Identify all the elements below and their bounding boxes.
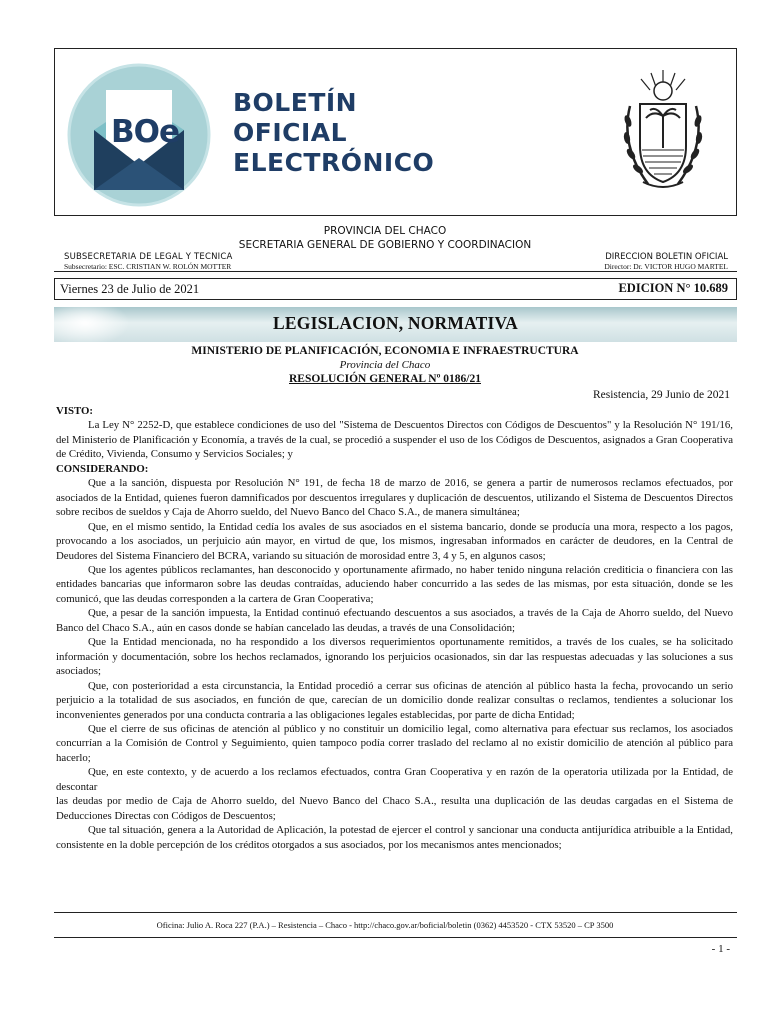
edition-number: EDICION N° 10.689 <box>618 281 728 295</box>
footer-office: Oficina: Julio A. Roca 227 (P.A.) – Resistencia – Chaco - http://chaco.gov.ar/boficial/boletin (0362) 4453520 - CTX 53520 – CP 3500 <box>156 920 614 930</box>
paragraph: Que los agentes públicos reclamantes, han desconocido y oportunamente afirmado, no haber tenido ninguna relación crediticia o financiera con las entidades bancarias que informaron sobre las deudas contraídas, aduciendo haber concurrido a las sedes de las mismas, por esta situación, donde se les comunicó, que las deudas corresponden a la cartera de Gran Cooperativa; <box>56 563 733 605</box>
place-and-date: Resistencia, 29 Junio de 2021 <box>592 389 730 401</box>
page-number: - 1 - <box>711 943 730 955</box>
paragraph: Que, a pesar de la sanción impuesta, la Entidad continuó efectuando descuentos a sus asociados, a través de la Caja de Ahorro sueldo, del Nuevo Banco del Chaco S.A., aún en casos donde se habían cancelado las deudas, a través de una Consolidación; <box>56 607 733 634</box>
title-line-1: BOLETÍN <box>233 88 358 117</box>
left-office: SUBSECRETARIA DE LEGAL Y TECNICA <box>64 252 233 262</box>
province-header <box>0 224 770 252</box>
boe-logo-text: BOe <box>111 114 180 150</box>
coat-of-arms-icon <box>618 66 708 196</box>
paragraph: Que a la sanción, dispuesta por Resolución N° 191, de fecha 18 de marzo de 2016, se genera a partir de numerosos reclamos efectuados, por asociados de la Entidad, quienes fueron damnificados por descuentos irregulares y duplicación de descuentos, utilizando el Sistema de Descuentos Directos sobre recibos de sueldos y Caja de Ahorro sueldo, del Nuevo Banco del Chaco S.A., de manera simultánea; <box>56 477 733 519</box>
title-line-3: ELECTRÓNICO <box>233 148 435 177</box>
coat-of-arms <box>618 66 708 196</box>
boe-logo <box>64 60 214 210</box>
bulletin-title <box>233 88 434 178</box>
secretariat-name: SECRETARIA GENERAL DE GOBIERNO Y COORDINACION <box>238 239 532 251</box>
visto-heading: VISTO: <box>56 405 94 417</box>
paragraph: Que, en este contexto, y de acuerdo a los reclamos efectuados, contra Gran Cooperativa y en razón de la operatoria utilizada por la Entidad, de descontar <box>56 766 733 793</box>
resolution-body <box>56 404 733 852</box>
paragraph: Que, en el mismo sentido, la Entidad cedía los avales de sus asociados en el sistema bancario, donde se producía una mora, respecto a los pagos, provocando a los asociados, un perjuicio aún mayor, en virtud de que, los mismos, ingresaban informados en carácter de deudores, en la Central de Deudores del Sistema Financiero del BCRA, variando su situación de morosidad entre 3, 4 y 5, en algunos casos; <box>56 520 733 562</box>
footer-divider-bottom <box>54 937 737 938</box>
header-divider <box>54 271 737 272</box>
title-line-2: OFICIAL <box>233 118 348 147</box>
paragraph: Que el cierre de sus oficinas de atención al público y no constituir un domicilio legal, como alternativa para efectuar sus reclamos, los asociados concurrían a la Comisión de Control y Seguimiento, quien tampoco podía correr traslado del reclamo al no existir domicilio de atención al público para hacerlo; <box>56 722 733 764</box>
province-subheading: Provincia del Chaco <box>339 359 431 371</box>
considerando-heading: CONSIDERANDO: <box>56 462 149 475</box>
resolution-number: RESOLUCIÓN GENERAL Nº 0186/21 <box>289 373 481 385</box>
footer-divider <box>54 912 737 913</box>
paragraph: las deudas por medio de Caja de Ahorro sueldo, del Nuevo Banco del Chaco S.A., resulta una duplicación de las deudas cargadas en el Sistema de Deducciones Directas con Códigos de Descuentos; <box>56 795 733 822</box>
paragraph: La Ley N° 2252-D, que establece condiciones de uso del "Sistema de Descuentos Directos con Códigos de Descuentos" y la Resolución N° 191/16, del Ministerio de Planificación y Economía, a través de la cual, se procedió a suspender el uso de los Códigos de Descuentos, asignados a Gran Cooperativa de Crédito, Vivienda, Consumo y Servicios Sociales; y <box>56 419 733 461</box>
right-office: DIRECCION BOLETIN OFICIAL <box>605 252 728 262</box>
ministry-heading: MINISTERIO DE PLANIFICACIÓN, ECONOMIA E INFRAESTRUCTURA <box>191 345 579 357</box>
right-office-person: Director: Dr. VICTOR HUGO MARTEL <box>604 262 728 271</box>
left-office-person: Subsecretario: ESC. CRISTIAN W. ROLÓN MOTTER <box>64 262 232 271</box>
section-title: LEGISLACION, NORMATIVA <box>273 313 518 333</box>
paragraph: Que, con posterioridad a esta circunstancia, la Entidad procedió a cerrar sus oficinas de atención al público hasta la fecha, provocando un serio perjuicio a la totalidad de sus asociados, en función de que, carecían de un domicilio donde realizar consultas o reclamos, tendientes a solucionar los inconvenientes generados por una conducta contraria a las obligaciones legales establecidas, por parte de dicha Entidad; <box>56 679 733 721</box>
issue-date: Viernes 23 de Julio de 2021 <box>60 282 200 296</box>
paragraph: Que la Entidad mencionada, no ha respondido a los diversos requerimientos oportunamente remitidos, a través de los cuales, se ha solicitado información y documentación, sobre los hechos reclamados, ignorando los perjuicios ocasionados, sin dar las respuestas adecuadas y las soluciones a sus asociados; <box>56 636 733 678</box>
province-name: PROVINCIA DEL CHACO <box>323 225 447 237</box>
paragraph: Que tal situación, genera a la Autoridad de Aplicación, la potestad de ejercer el control y sancionar una conducta antijurídica atribuible a la Entidad, consistente en la doble percepción de los créditos otorgados a sus asociados, por los mecanismos antes mencionados; <box>56 824 733 851</box>
